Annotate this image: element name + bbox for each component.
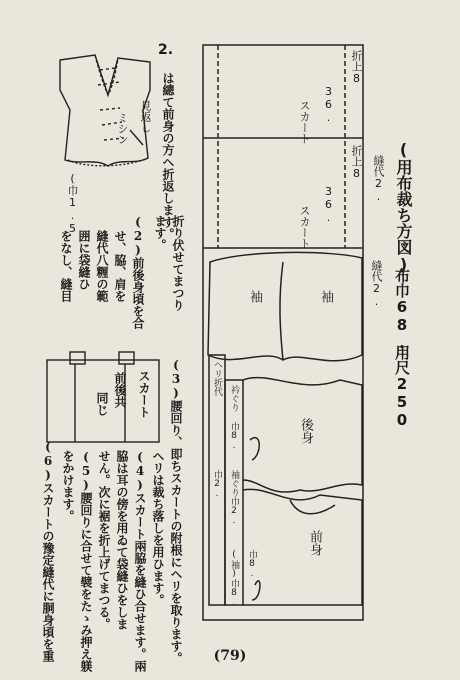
skirt-title: スカート (137, 370, 151, 418)
fold-text-2: ます。 (153, 215, 167, 251)
page-number: (79) (213, 648, 247, 664)
front-body-piece: 前身 (307, 530, 322, 556)
cutting-layout (203, 45, 363, 620)
length-36-2: 36. (322, 185, 335, 224)
strip-label-4: 巾2. (212, 470, 222, 499)
cutting-title: (用布裁ち方図) (394, 140, 413, 274)
sleeve-piece-2: 袖 (247, 290, 262, 303)
step5-line-1: (5)腰回りに合せて襞をたゝみ押え躾 (79, 450, 93, 672)
facing-label: 見返し (139, 100, 152, 133)
step3-line-1: (3)腰回り、即ちスカートの附根にヘリを取ります。 (169, 358, 183, 664)
allowance-1: 縫代2. (372, 155, 385, 203)
skirt-piece-2: スカート (298, 205, 311, 249)
step3-line-2: ヘリは裁ち落しを用ひます。 (151, 450, 165, 606)
hem-label-1: 折上8 (350, 50, 363, 85)
step4-line-2: 脇は耳の傍を用ゐて袋縫ひをしま (115, 450, 129, 630)
step2-line-1: (2)前後身頃を合 (131, 215, 145, 329)
step5-line-2: をかけます。 (61, 450, 75, 522)
skirt-piece-1: スカート (298, 100, 311, 144)
cloth-length: 用尺250 (393, 345, 411, 429)
back-body-piece: 後身 (298, 418, 313, 444)
skirt-same: 同じ (95, 392, 109, 416)
step2-line-4: 囲に袋縫ひ (77, 230, 91, 290)
strip-label-2: 衿ぐり 巾8. (229, 385, 239, 451)
strip-label-5: (袖)巾8. (229, 550, 239, 608)
step4-line-1: (4)スカート兩脇を縫ひ合せます。兩 (133, 450, 147, 672)
machine-label: ミシン (116, 112, 129, 145)
hem-label-2: 折上8 (350, 145, 363, 180)
strip-label-1: ヘリ折代 (212, 360, 222, 396)
fold-text-1: 折り伏せてまつり (171, 215, 185, 311)
top-note: は總て前身の方へ折返します。 (161, 72, 175, 240)
step2-line-5: をなし、縫目 (59, 230, 73, 302)
sleeve-piece-1: 袖 (318, 290, 333, 303)
step2-line-3: 縫代八糎の範 (95, 230, 109, 302)
allowance-2: 縫代2. (370, 260, 383, 308)
width-label: (巾1.5 (66, 172, 79, 235)
length-36-1: 36. (322, 85, 335, 124)
skirt-front-back: 前後共 (113, 372, 127, 408)
figure-number: 2. (158, 42, 174, 58)
step6-line-1: (6)スカートの豫定縫代に胴身頃を重 (41, 440, 55, 662)
step4-line-3: せん。次に裾を折上げてまつる。 (97, 450, 111, 630)
strip-label-3: 袖ぐり巾2. (229, 470, 239, 526)
step2-line-2: せ、脇、肩を (113, 230, 127, 302)
strip-label-6: 巾8. (247, 550, 257, 579)
cloth-width: 布巾68. (393, 268, 411, 352)
